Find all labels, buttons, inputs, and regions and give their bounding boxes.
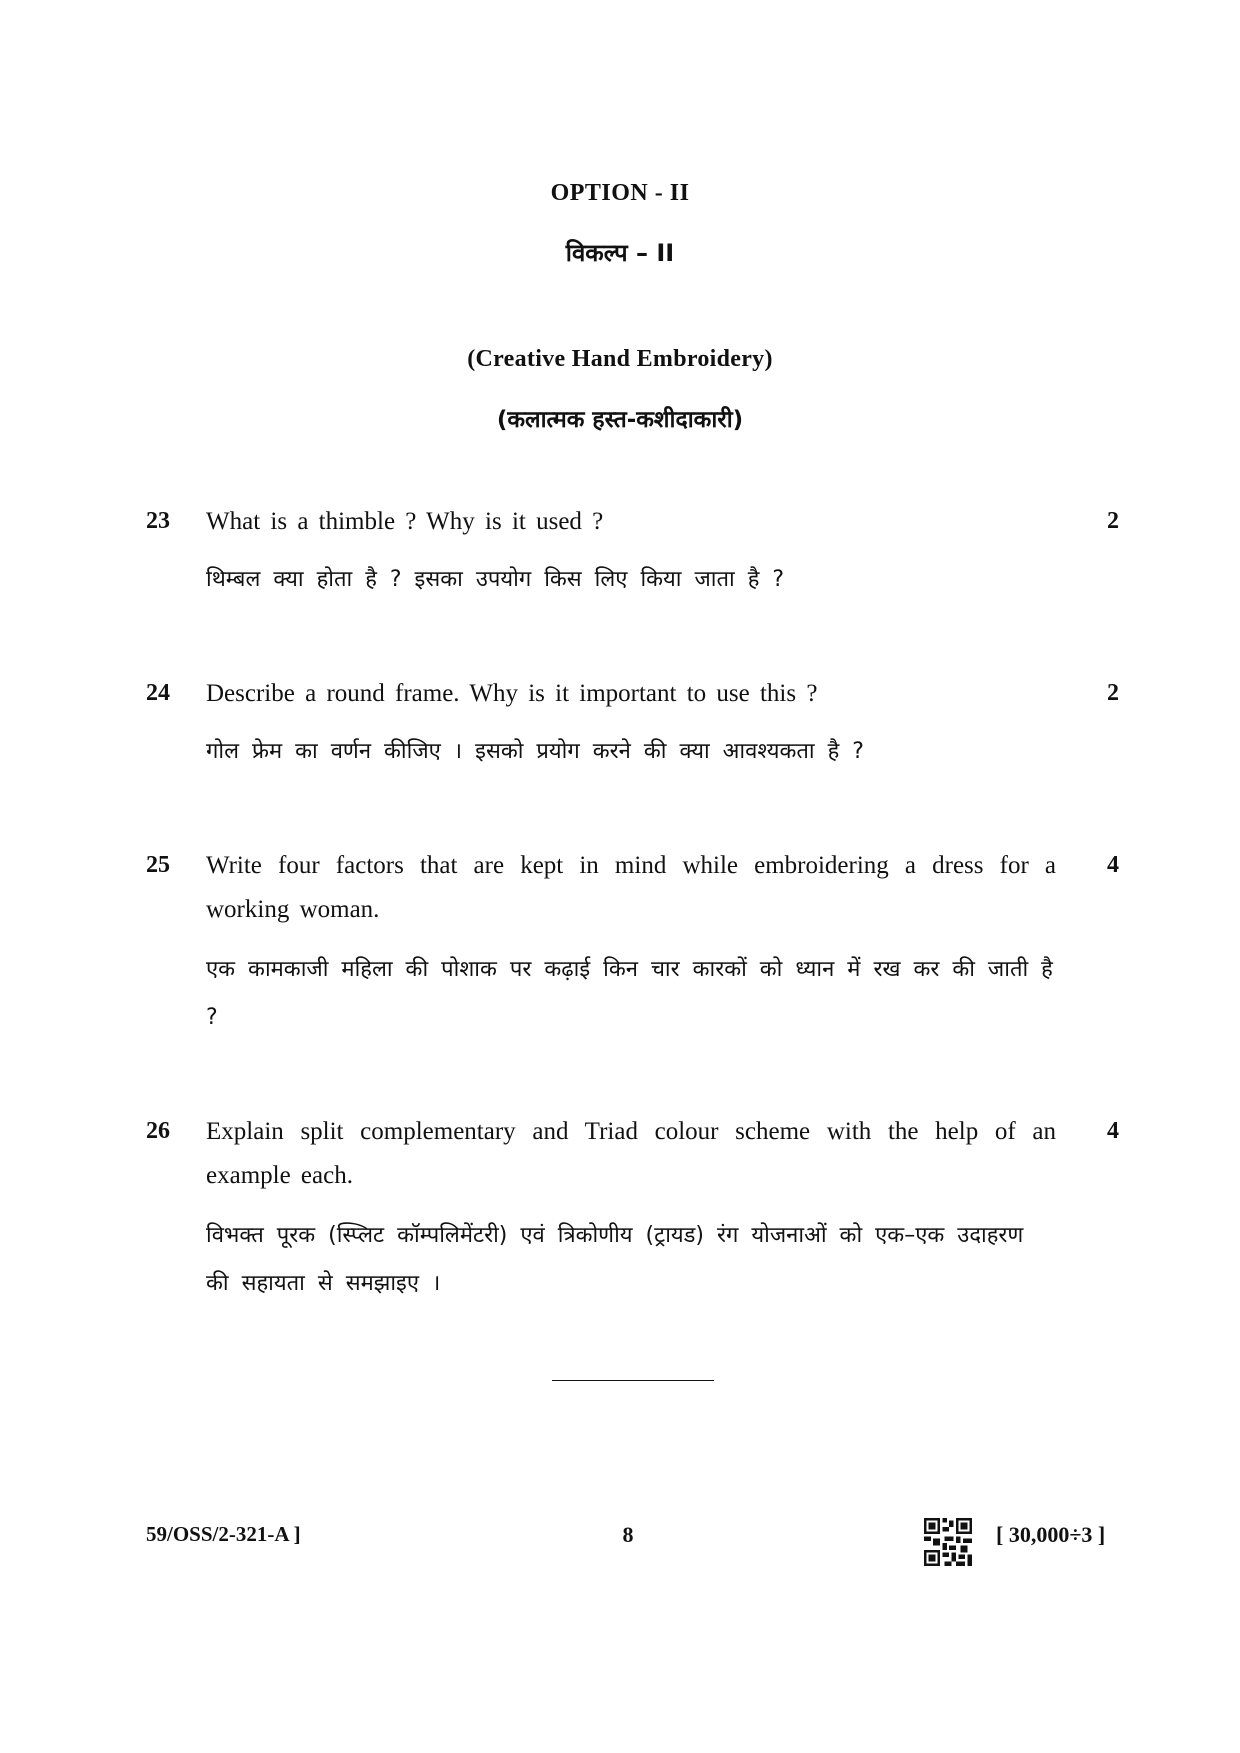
question-text-english: Explain split complementary and Triad colour scheme with the help of an example each. (206, 1118, 1056, 1189)
print-copies: [ 30,000÷3 ] (996, 1522, 1106, 1547)
subject-title: (Creative Hand Embroidery) (467, 346, 773, 372)
question-number: 26 (146, 1118, 170, 1144)
question-marks: 2 (1107, 508, 1119, 534)
question-text-hindi: विभक्त पूरक (स्प्लिट कॉम्पलिमेंटरी) एवं त्रिकोणीय (ट्रायड) रंग योजनाओं को एक–एक उदाहरण की सहायता से समझाइए । (206, 1223, 1024, 1296)
question-marks: 4 (1107, 852, 1119, 878)
question-text-hindi: एक कामकाजी महिला की पोशाक पर कढ़ाई किन चार कारकों को ध्यान में रख कर की जाती है ? (206, 957, 1053, 1030)
question-text-english: What is a thimble ? Why is it used ? (206, 508, 604, 535)
paper-code: 59/OSS/2-321-A ] (146, 1522, 301, 1546)
question-number: 25 (146, 852, 170, 878)
qr-code-icon (924, 1518, 972, 1566)
question-marks: 2 (1107, 680, 1119, 706)
question-text-hindi: गोल फ्रेम का वर्णन कीजिए । इसको प्रयोग करने की क्या आवश्यकता है ? (206, 739, 864, 764)
question-number: 24 (146, 680, 170, 706)
question-number: 23 (146, 508, 170, 534)
subject-title-hindi: (कलात्मक हस्त-कशीदाकारी) (496, 407, 744, 433)
question-text-hindi: थिम्बल क्या होता है ? इसका उपयोग किस लिए किया जाता है ? (206, 567, 785, 592)
page-number: 8 (622, 1522, 634, 1547)
option-title: OPTION - II (550, 180, 690, 206)
option-title-hindi: विकल्प – II (565, 239, 675, 267)
question-marks: 4 (1107, 1118, 1119, 1144)
question-text-english: Write four factors that are kept in mind while embroidering a dress for a working woman. (206, 852, 1056, 923)
question-text-english: Describe a round frame. Why is it important to use this ? (206, 680, 818, 707)
end-divider (552, 1380, 714, 1381)
